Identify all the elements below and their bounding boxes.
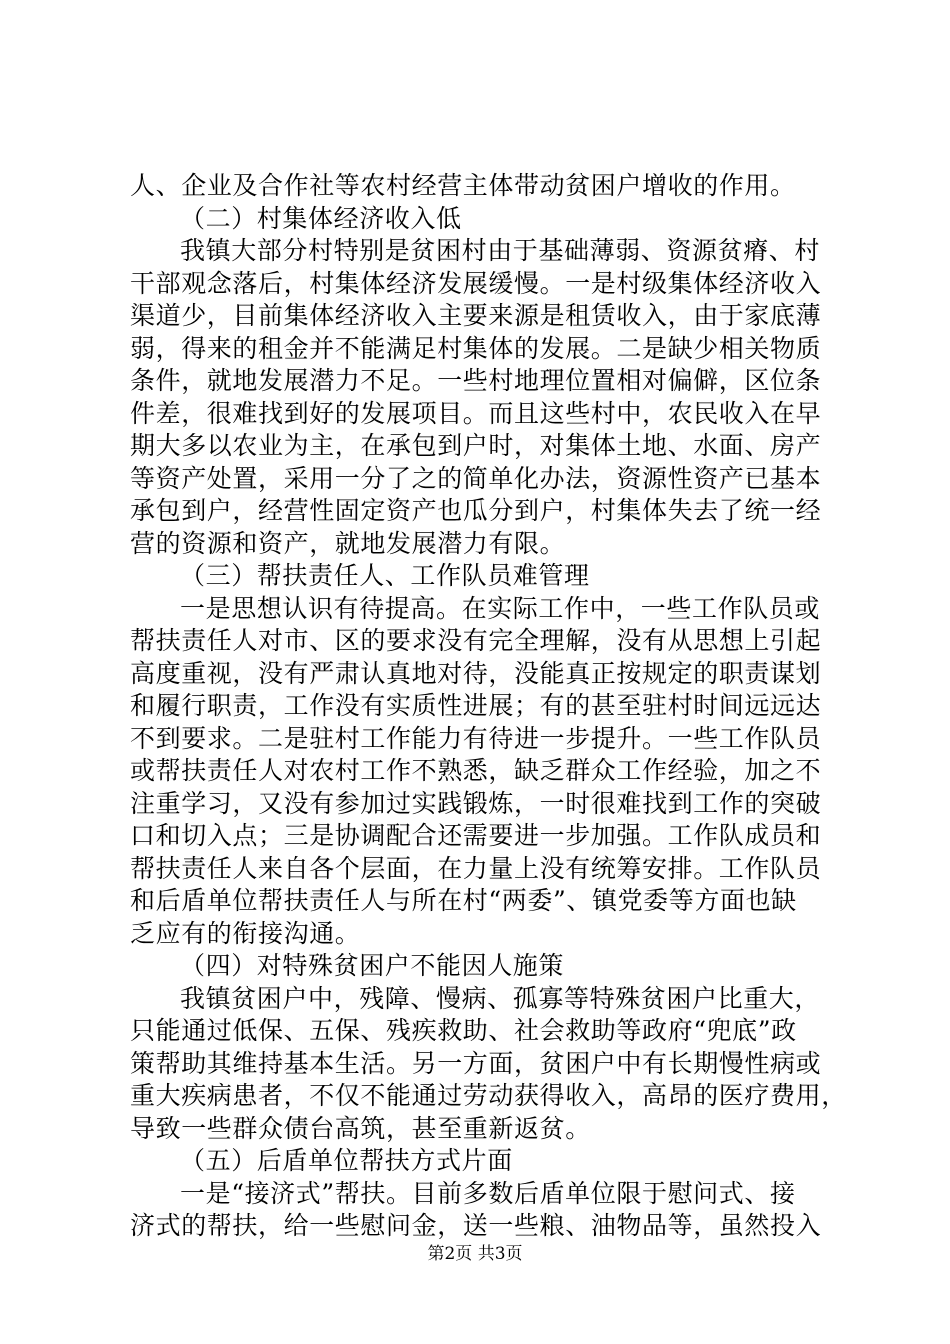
text-line: 期大多以农业为主，在承包到户时，对集体土地、水面、房产 — [130, 431, 822, 460]
text-line: 弱，得来的租金并不能满足村集体的发展。二是缺少相关物质 — [130, 333, 822, 363]
text-line: 条件，就地发展潜力不足。一些村地理位置相对偏僻，区位条 — [130, 366, 822, 395]
text-line: 重大疾病患者，不仅不能通过劳动获得收入，高昂的医疗费用， — [130, 1081, 847, 1110]
text-line: 我镇大部分村特别是贫困村由于基础薄弱、资源贫瘠、村 — [180, 236, 821, 265]
text-line: 和后盾单位帮扶责任人与所在村“两委”、镇党委等方面也缺 — [130, 886, 797, 915]
text-line: 人、企业及合作社等农村经营主体带动贫困户增收的作用。 — [130, 171, 796, 200]
text-line: 口和切入点；三是协调配合还需要进一步加强。工作队成员和 — [130, 821, 822, 850]
text-line: 高度重视，没有严肃认真地对待，没能真正按规定的职责谋划 — [130, 658, 822, 688]
text-line: 干部观念落后，村集体经济发展缓慢。一是村级集体经济收入 — [130, 268, 822, 298]
text-line: 帮扶责任人对市、区的要求没有完全理解，没有从思想上引起 — [130, 626, 822, 655]
text-line: 等资产处置，采用一分了之的简单化办法，资源性资产已基本 — [130, 463, 822, 493]
text-line: 渠道少，目前集体经济收入主要来源是租赁收入，由于家底薄 — [130, 301, 822, 330]
text-line: 我镇贫困户中，残障、慢病、孤寡等特殊贫困户比重大， — [180, 983, 821, 1013]
page-footer: 第2页 共3页 — [427, 1244, 523, 1264]
text-line: 不到要求。二是驻村工作能力有待进一步提升。一些工作队员 — [130, 723, 822, 753]
text-line: 帮扶责任人来自各个层面，在力量上没有统筹安排。工作队员 — [130, 853, 822, 883]
text-line: 和履行职责，工作没有实质性进展；有的甚至驻村时间远远达 — [130, 691, 822, 720]
text-line: 或帮扶责任人对农村工作不熟悉，缺乏群众工作经验，加之不 — [130, 756, 822, 785]
text-line: 注重学习，又没有参加过实践锻炼，一时很难找到工作的突破 — [130, 788, 822, 818]
text-line: （四）对特殊贫困户不能因人施策 — [180, 951, 565, 980]
text-line: 承包到户，经营性固定资产也瓜分到户，村集体失去了统一经 — [130, 496, 822, 525]
text-line: 导致一些群众债台高筑，甚至重新返贫。 — [130, 1113, 591, 1143]
text-line: 济式的帮扶，给一些慰问金，送一些粮、油物品等，虽然投入 — [130, 1211, 822, 1240]
text-line: 一是“接济式”帮扶。目前多数后盾单位限于慰问式、接 — [180, 1178, 796, 1208]
text-line: 一是思想认识有待提高。在实际工作中，一些工作队员或 — [180, 593, 821, 623]
text-line: 件差，很难找到好的发展项目。而且这些村中，农民收入在早 — [130, 398, 822, 428]
text-line: （五）后盾单位帮扶方式片面 — [180, 1146, 513, 1175]
text-line: 乏应有的衔接沟通。 — [130, 918, 361, 948]
text-line: 营的资源和资产，就地发展潜力有限。 — [130, 528, 566, 558]
text-line: 只能通过低保、五保、残疾救助、社会救助等政府“兜底”政 — [130, 1016, 797, 1045]
document-body — [130, 170, 847, 1243]
text-line: （二）村集体经济收入低 — [180, 203, 462, 233]
text-line: （三）帮扶责任人、工作队员难管理 — [180, 561, 590, 590]
text-line: 策帮助其维持基本生活。另一方面，贫困户中有长期慢性病或 — [130, 1048, 822, 1078]
